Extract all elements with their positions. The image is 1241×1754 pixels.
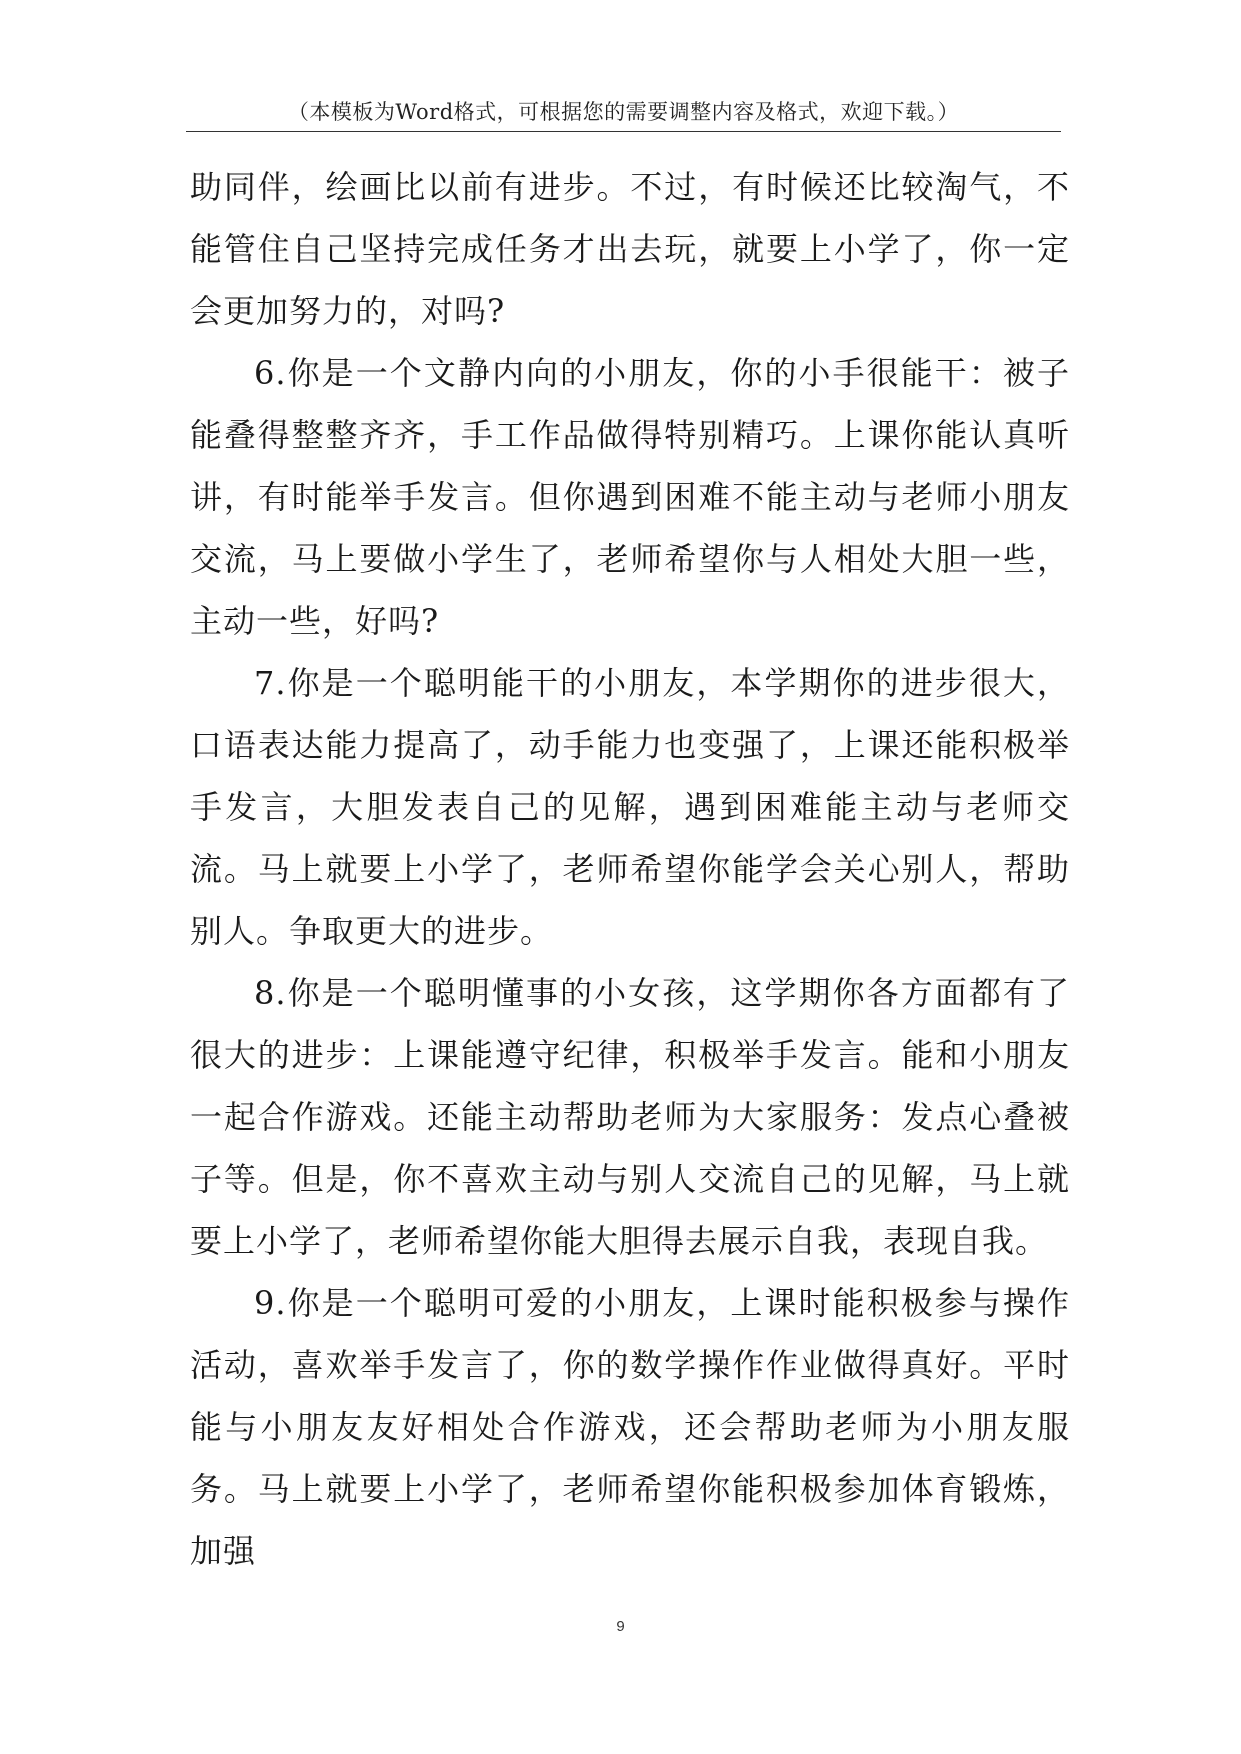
paragraph-comment-8: 8.你是一个聪明懂事的小女孩，这学期你各方面都有了很大的进步：上课能遵守纪律，积极举手发言。能和小朋友一起合作游戏。还能主动帮助老师为大家服务：发点心叠被子等。但是，你不喜欢主动与别人交流自己的见解，马上就要上小学了，老师希望你能大胆得去展示自我，表现自我。 — [190, 974, 1070, 1260]
template-header-note: （本模板为Word格式，可根据您的需要调整内容及格式，欢迎下载。） — [287, 100, 960, 124]
header-divider — [186, 131, 1061, 132]
paragraph-comment-7: 7.你是一个聪明能干的小朋友，本学期你的进步很大，口语表达能力提高了，动手能力也变强了，上课还能积极举手发言，大胆发表自己的见解，遇到困难能主动与老师交流。马上就要上小学了，老师希望你能学会关心别人，帮助别人。争取更大的进步。 — [190, 664, 1070, 950]
paragraph-comment-9: 9.你是一个聪明可爱的小朋友，上课时能积极参与操作活动，喜欢举手发言了，你的数学操作作业做得真好。平时能与小朋友友好相处合作游戏，还会帮助老师为小朋友服务。马上就要上小学了，老师希望你能积极参加体育锻炼，加强 — [190, 1284, 1070, 1570]
page-number: 9 — [616, 1618, 625, 1635]
document-body — [190, 156, 1070, 1582]
paragraph-continuation: 助同伴，绘画比以前有进步。不过，有时候还比较淘气，不能管住自己坚持完成任务才出去玩，就要上小学了，你一定会更加努力的，对吗? — [190, 168, 1070, 330]
paragraph-comment-6: 6.你是一个文静内向的小朋友，你的小手很能干：被子能叠得整整齐齐，手工作品做得特别精巧。上课你能认真听讲，有时能举手发言。但你遇到困难不能主动与老师小朋友交流，马上要做小学生了，老师希望你与人相处大胆一些，主动一些，好吗? — [190, 354, 1070, 640]
